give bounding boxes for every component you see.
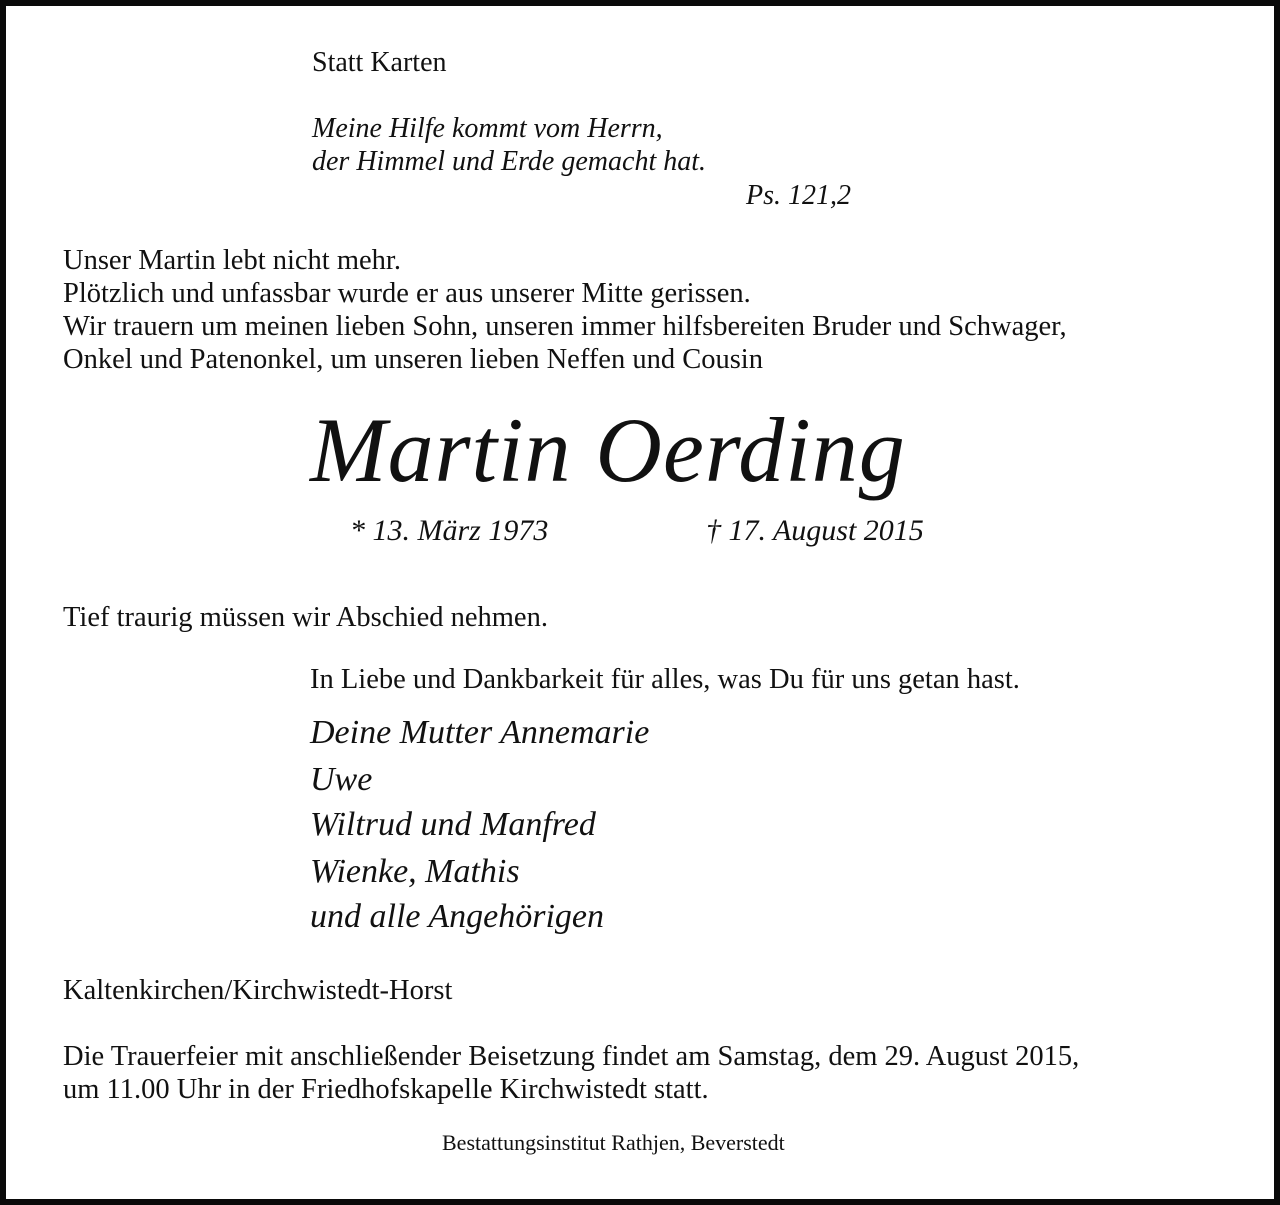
farewell-text: Tief traurig müssen wir Abschied nehmen. [63, 602, 548, 633]
mourner-2: Uwe [310, 761, 373, 798]
statt-karten: Statt Karten [312, 47, 447, 78]
service-line-2: um 11.00 Uhr in der Friedhofskapelle Kirchwistedt statt. [63, 1074, 709, 1105]
service-line-1: Die Trauerfeier mit anschließender Beisetzung findet am Samstag, dem 29. August 2015, [63, 1041, 1080, 1072]
location-text: Kaltenkirchen/Kirchwistedt-Horst [63, 975, 453, 1006]
mourner-5: und alle Angehörigen [310, 898, 604, 935]
verse-reference: Ps. 121,2 [746, 180, 851, 211]
verse-line-1: Meine Hilfe kommt vom Herrn, [312, 113, 663, 144]
mourner-3: Wiltrud und Manfred [310, 806, 596, 843]
verse-line-2: der Himmel und Erde gemacht hat. [312, 146, 706, 177]
intro-line-4: Onkel und Patenonkel, um unseren lieben Neffen und Cousin [63, 344, 763, 375]
mourner-1: Deine Mutter Annemarie [310, 714, 650, 751]
gratitude-text: In Liebe und Dankbarkeit für alles, was Du für uns getan hast. [310, 664, 1020, 695]
intro-line-2: Plötzlich und unfassbar wurde er aus unserer Mitte gerissen. [63, 278, 751, 309]
birth-date: * 13. März 1973 [350, 514, 549, 547]
intro-line-3: Wir trauern um meinen lieben Sohn, unseren immer hilfsbereiten Bruder und Schwager, [63, 311, 1067, 342]
deceased-name: Martin Oerding [310, 399, 906, 501]
death-date: † 17. August 2015 [706, 514, 924, 547]
intro-line-1: Unser Martin lebt nicht mehr. [63, 245, 401, 276]
undertaker-text: Bestattungsinstitut Rathjen, Beverstedt [442, 1130, 785, 1155]
mourner-4: Wienke, Mathis [310, 853, 520, 890]
